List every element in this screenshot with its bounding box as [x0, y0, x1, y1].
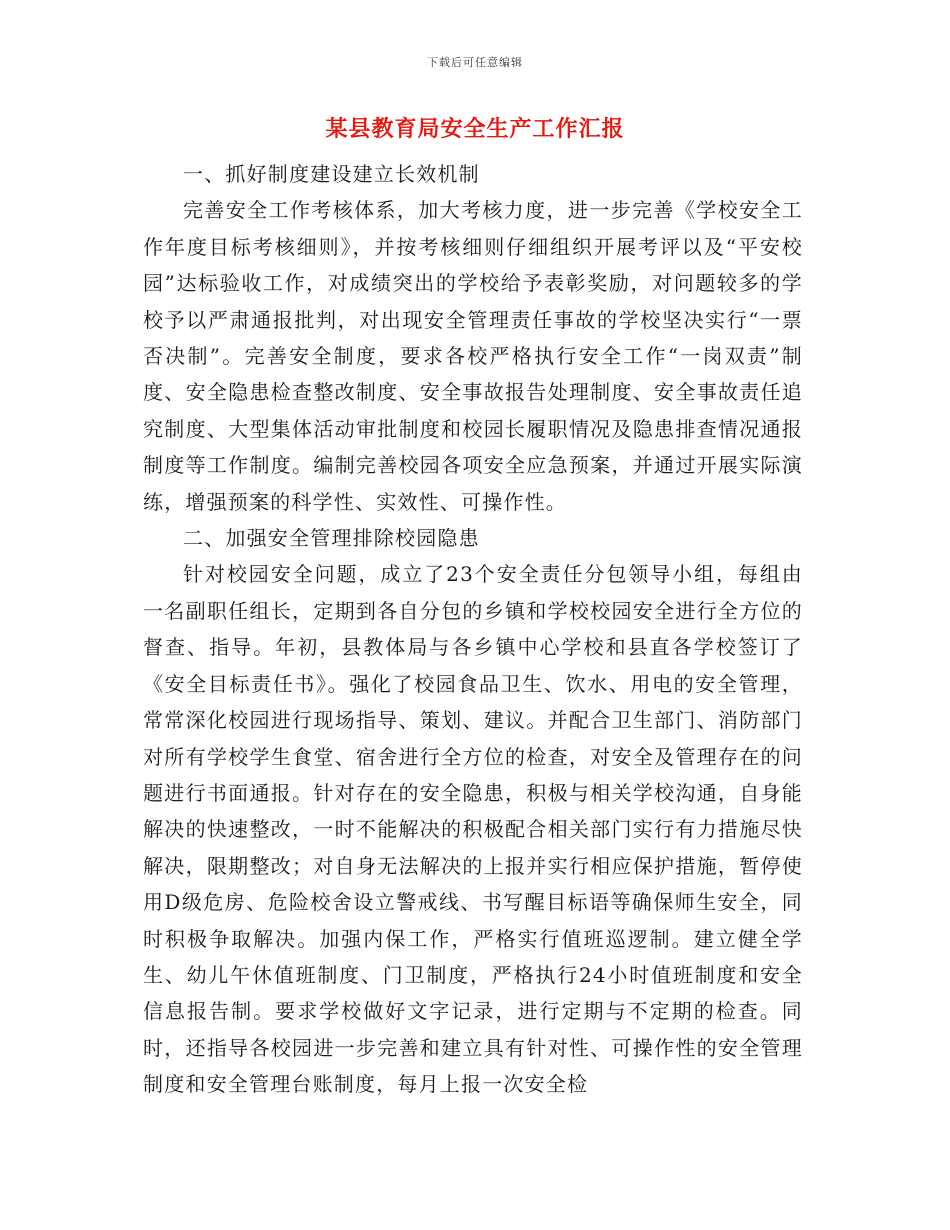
- section-paragraph-2: 针对校园安全问题，成立了23个安全责任分包领导小组，每组由一名副职任组长，定期到各自分包的乡镇和学校校园安全进行全方位的督查、指导。年初，县教体局与各乡镇中心学校和县直各学校签订了《安全目标责任书》。强化了校园食品卫生、饮水、用电的安全管理，常常深化校园进行现场指导、策划、建议。并配合卫生部门、消防部门对所有学校学生食堂、宿舍进行全方位的检查，对安全及管理存在的问题进行书面通报。针对存在的安全隐患，积极与相关学校沟通，自身能解决的快速整改，一时不能解决的积极配合相关部门实行有力措施尽快解决，限期整改；对自身无法解决的上报并实行相应保护措施，暂停使用D级危房、危险校舍设立警戒线、书写醒目标语等确保师生安全，同时积极争取解决。加强内保工作，严格实行值班巡逻制。建立健全学生、幼儿午休值班制度、门卫制度，严格执行24小时值班制度和安全信息报告制。要求学校做好文字记录，进行定期与不定期的检查。同时，还指导各校园进一步完善和建立具有针对性、可操作性的安全管理制度和安全管理台账制度，每月上报一次安全检: [143, 562, 803, 1097]
- header-note: 下载后可任意编辑: [427, 56, 523, 69]
- section-heading-2: 二、加强安全管理排除校园隐患: [183, 526, 480, 551]
- section-paragraph-1: 完善安全工作考核体系，加大考核力度，进一步完善《学校安全工作年度目标考核细则》，并按考核细则仔细组织开展考评以及“平安校园”达标验收工作，对成绩突出的学校给予表彰奖励，对问题较多的学校予以严肃通报批判，对出现安全管理责任事故的学校坚决实行“一票否决制”。完善安全制度，要求各校严格执行安全工作“一岗双责”制度、安全隐患检查整改制度、安全事故报告处理制度、安全事故责任追究制度、大型集体活动审批制度和校园长履职情况及隐患排查情况通报制度等工作制度。编制完善校园各项安全应急预案，并通过开展实际演练，增强预案的科学性、实效性、可操作性。: [143, 198, 803, 514]
- section-heading-1: 一、抓好制度建设建立长效机制: [183, 162, 480, 186]
- document-body: [143, 156, 803, 1103]
- document-title: 某县教育局安全生产工作汇报: [325, 116, 625, 142]
